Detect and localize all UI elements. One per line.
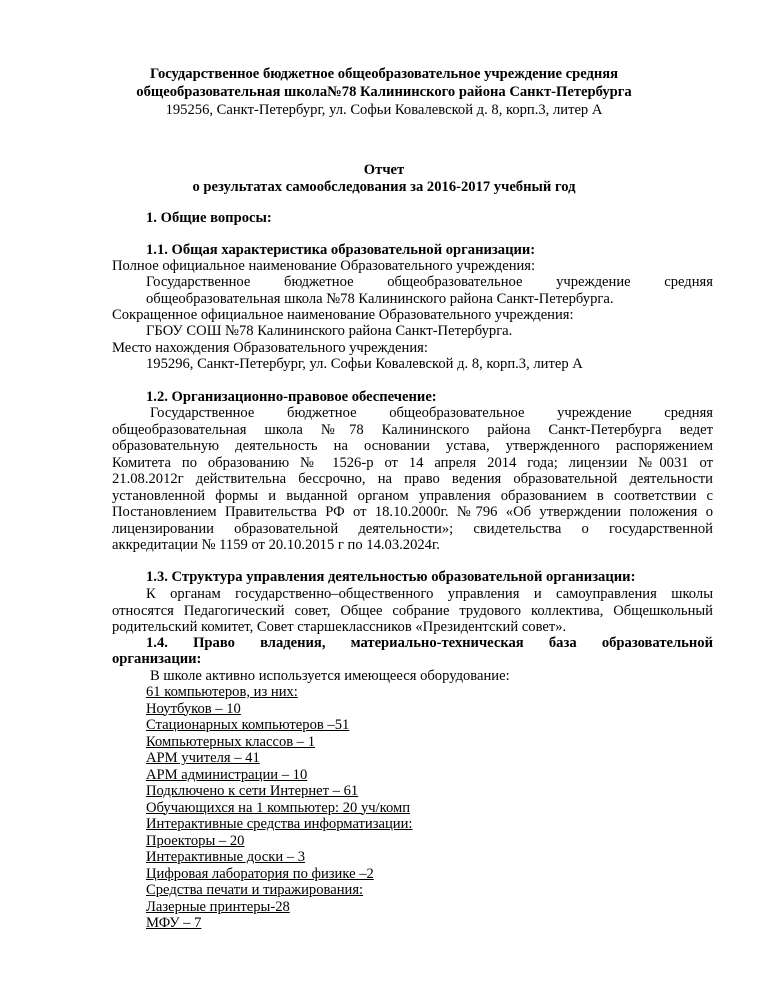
equipment-item: Лазерные принтеры-28 <box>146 898 290 915</box>
section-1-heading: 1. Общие вопросы: <box>146 210 272 226</box>
equipment-item: МФУ – 7 <box>146 915 202 931</box>
paragraph-line: образовательную деятельность на основании устава, утвержденного распоряжением <box>112 438 713 454</box>
paragraph-line: общеобразовательная школа №78 Калининского района Санкт-Петербурга ведет <box>112 421 713 438</box>
section-1-4-heading-cont: организации: <box>112 651 202 667</box>
section-1-2-heading: 1.2. Организационно-правовое обеспечение: <box>146 389 437 405</box>
equipment-item: АРМ учителя – 41 <box>146 750 260 766</box>
equipment-item: Обучающихся на 1 компьютер: 20 уч/комп <box>146 799 411 816</box>
equipment-item: Проекторы – 20 <box>146 832 245 849</box>
heading-word: образовательной <box>601 635 713 651</box>
paragraph-line: родительский комитет, Совет старшеклассников «Президентский совет». <box>112 619 567 635</box>
school-name-line1: Государственное бюджетное общеобразовательное учреждение средняя <box>149 66 619 82</box>
short-name-label: Сокращенное официальное наименование Образовательного учреждения: <box>112 307 574 323</box>
report-subtitle: о результатах самообследования за 2016-2017 учебный год <box>192 179 576 195</box>
heading-word: 1.4. <box>146 635 168 651</box>
equipment-item: АРМ администрации – 10 <box>146 766 308 783</box>
full-name-word: бюджетное <box>284 274 354 290</box>
heading-word: база <box>548 635 577 651</box>
equipment-item: Цифровая лаборатория по физике –2 <box>146 865 374 882</box>
paragraph-line: лицензировании образовательной деятельности»; свидетельства о государственной <box>112 520 713 537</box>
location: 195296, Санкт-Петербург, ул. Софьи Ковалевской д. 8, корп.3, литер А <box>146 356 583 372</box>
paragraph-line: относятся Педагогический совет, Общее собрание трудового коллектива, Общешкольный <box>112 602 713 619</box>
equipment-item: Ноутбуков – 10 <box>146 700 241 717</box>
report-title: Отчет <box>363 162 405 178</box>
equipment-item: 61 компьютеров, из них: <box>146 684 298 700</box>
paragraph-line: установленной формы и выданной органом управления образованием в соответствии с <box>112 487 713 504</box>
equipment-item: Интерактивные доски – 3 <box>146 849 306 865</box>
heading-word: владения, <box>260 635 326 651</box>
school-name-line2: общеобразовательная школа№78 Калининского района Санкт-Петербурга <box>136 84 632 100</box>
equipment-list <box>146 684 412 932</box>
equipment-item: Подключено к сети Интернет – 61 <box>146 783 359 799</box>
section-1-4-heading <box>146 635 713 652</box>
paragraph-line: аккредитации № 1159 от 20.10.2015 г по 14.03.2024г. <box>112 537 440 553</box>
paragraph-line: Государственное бюджетное общеобразовательное учреждение средняя <box>150 405 713 421</box>
paragraph-line: Постановлением Правительства РФ от 18.10.2000г. №796 «Об утверждении положения о <box>112 504 713 520</box>
section-1-3-heading: 1.3. Структура управления деятельностью образовательной организации: <box>146 569 636 585</box>
full-name-word: Государственное <box>146 274 251 290</box>
paragraph-line: 21.08.2012г действительна бессрочно, на право ведения образовательной деятельности <box>112 471 713 487</box>
governance-paragraph <box>112 586 713 636</box>
paragraph-line: К органам государственно–общественного управления и самоуправления школы <box>146 586 713 602</box>
school-address: 195256, Санкт-Петербург, ул. Софьи Ковалевской д. 8, корп.3, литер А <box>165 102 603 118</box>
full-name-word: общеобразовательное <box>387 274 523 290</box>
full-name-line2: общеобразовательная школа №78 Калининского района Санкт-Петербурга. <box>146 291 614 307</box>
paragraph-line: Комитета по образованию № 1526-р от 14 апреля 2014 года; лицензии №0031 от <box>112 454 713 471</box>
short-name: ГБОУ СОШ №78 Калининского района Санкт-Петербурга. <box>146 323 513 339</box>
section-1-1-heading: 1.1. Общая характеристика образовательной организации: <box>146 242 536 258</box>
full-name-label: Полное официальное наименование Образовательного учреждения: <box>112 258 536 274</box>
equipment-item: Средства печати и тиражирования: <box>146 882 364 898</box>
location-label: Место нахождения Образовательного учреждения: <box>112 340 428 356</box>
full-name-word: средняя <box>664 274 713 290</box>
equipment-intro: В школе активно используется имеющееся оборудование: <box>150 668 510 684</box>
heading-word: Право <box>193 635 235 651</box>
legal-paragraph <box>112 405 713 554</box>
equipment-item: Интерактивные средства информатизации: <box>146 816 413 832</box>
heading-word: материально-техническая <box>350 635 524 651</box>
full-name-line1 <box>146 274 713 291</box>
equipment-item: Компьютерных классов – 1 <box>146 733 316 750</box>
equipment-item: Стационарных компьютеров –51 <box>146 717 350 733</box>
full-name-word: учреждение <box>556 274 631 290</box>
